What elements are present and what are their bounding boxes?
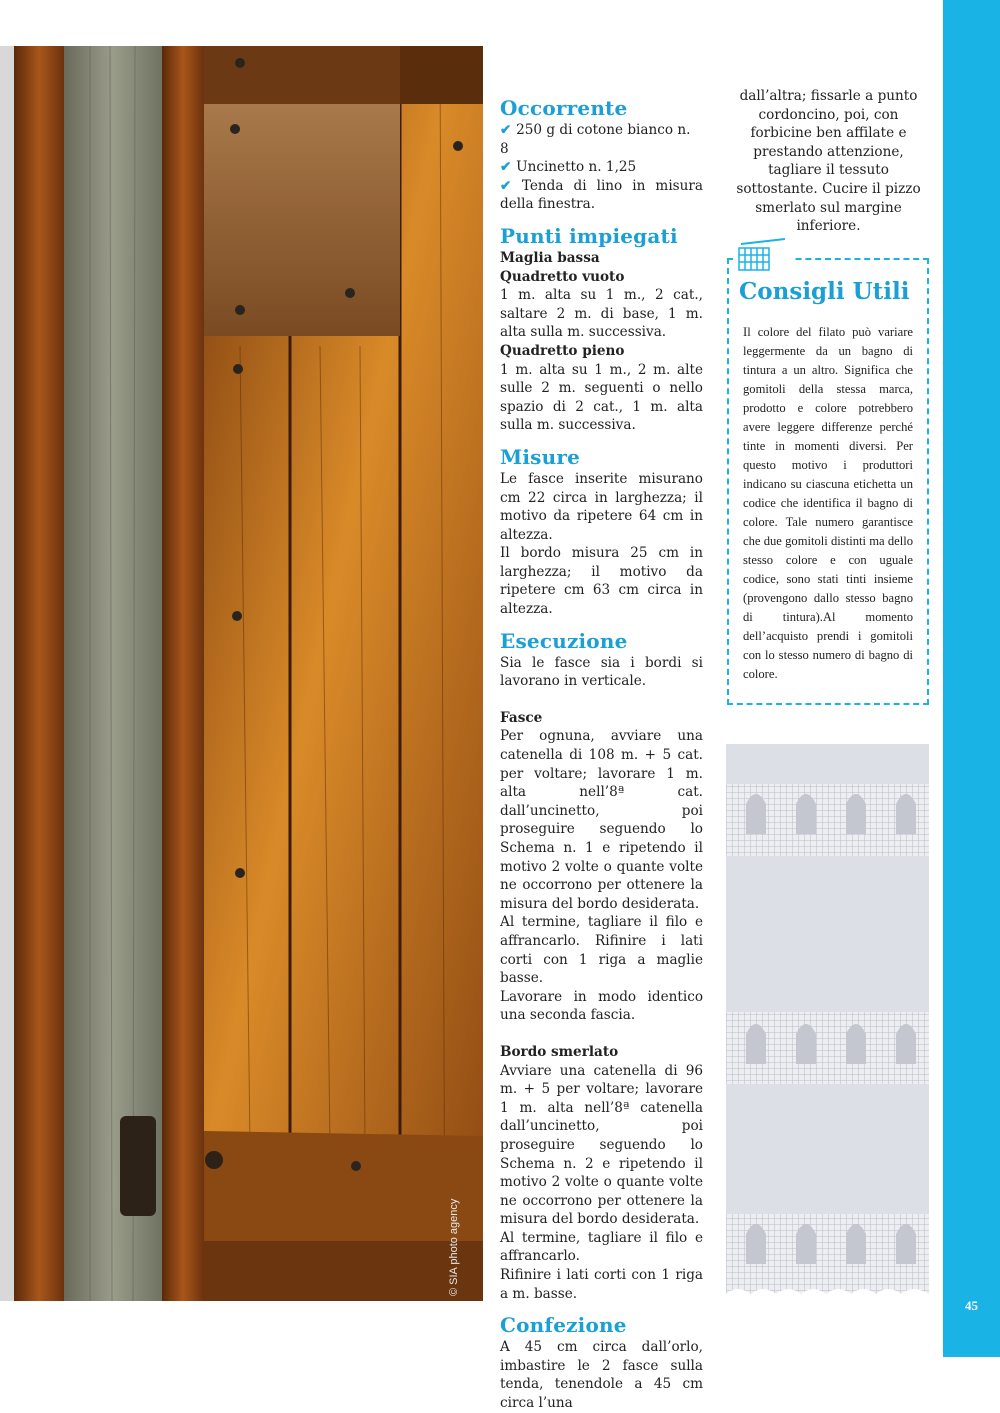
shutter-photo (0, 46, 483, 1301)
materials-item: ✔ Tenda di lino in misura della finestra. (500, 177, 704, 213)
tip-text: Il colore del filato può variare leggermente da un bagno di tintura a un altro. Significa che gomitoli della stessa marca, prodotto e colore potrebbero avere leggere differenze perché tinte in momenti diversi. Per questo motivo i produttori indicano su ciascuna etichetta un codice che identifica il bagno di colore. Tale numero garantisce che due gomitoli distinti ma dello stesso colore e con uguale codice, sono stati tinti insieme (provengono dallo stesso bagno di tintura).Al momento dell’acquisto prendi i gomitoli con lo stesso numero di bagno di colore. (743, 325, 913, 681)
tip-title: Consigli Utili (735, 278, 914, 305)
misure-text: Il bordo misura 25 cm in larghezza; il motivo da ripetere cm 63 cm circa in altezza. (500, 545, 703, 618)
check-icon: ✔ (500, 177, 522, 194)
fasce-text: Per ognuna, avviare una catenella di 108 m. + 5 cat. per voltare; lavorare 1 m. alta nell’8ª cat. dall’uncinetto, poi proseguire seguendo lo Schema n. 1 e ripetendo il motivo 2 volte o quante volte ne occorrono per ottenere la misura del bordo desiderata. (500, 728, 703, 912)
fasce-heading: Fasce (500, 709, 543, 726)
lace-curtain-illustration (726, 744, 929, 1300)
wood-shutter-illustration (0, 46, 483, 1301)
stitch-name: Quadretto vuoto (500, 268, 625, 285)
page-number: 45 (965, 1298, 978, 1313)
materials-item: ✔ 250 g di cotone bianco n. 8 (500, 122, 691, 157)
bordo-text: Al termine, tagliare il filo e affrancarlo. (500, 1229, 703, 1265)
punti-heading: Punti impiegati (500, 223, 678, 248)
check-icon: ✔ (500, 122, 517, 138)
bordo-text: Rifinire i lati corti con 1 riga a m. basse. (500, 1267, 703, 1302)
fasce-text: Lavorare in modo identico una seconda fascia. (500, 988, 703, 1024)
misure-text: Le fasce inserite misurano cm 22 circa in larghezza; il motivo da ripetere 64 cm in altezza. (500, 470, 703, 543)
stitch-name: Quadretto pieno (500, 342, 625, 359)
stitch-name: Maglia bassa (500, 249, 600, 266)
accent-band (943, 0, 1000, 1357)
confezione-heading: Confezione (500, 1313, 627, 1338)
confezione-text: A 45 cm circa dall’orlo, imbastire le 2 fasce sulla tenda, tenendole a 45 cm circa l’una (500, 1339, 703, 1412)
esecuzione-intro: Sia le fasce sia i bordi si lavorano in verticale. (500, 654, 703, 690)
materials-item: ✔ Uncinetto n. 1,25 (500, 159, 637, 176)
bordo-heading: Bordo smerlato (500, 1043, 619, 1060)
esecuzione-heading: Esecuzione (500, 628, 628, 653)
crochet-hook-icon (733, 236, 793, 276)
bordo-text: Avviare una catenella di 96 m. + 5 per voltare; lavorare 1 m. alta nell’8ª catenella dall’uncinetto, poi proseguire seguendo lo Schema n. 2 e ripetendo il motivo 2 volte o quante volte ne occorrono per ottenere la misura del bordo desiderata. (500, 1062, 703, 1228)
misure-heading: Misure (500, 444, 580, 469)
confezione-continued (728, 87, 929, 236)
occorrente-heading: Occorrente (500, 96, 628, 120)
photo-credit: © SIA photo agency (448, 1198, 460, 1296)
stitch-description: 1 m. alta su 1 m., 2 cat., saltare 2 m. di base, 1 m. alta sulla m. successiva. (500, 287, 703, 341)
check-icon: ✔ (500, 159, 517, 176)
stitch-description: 1 m. alta su 1 m., 2 m. alte sulle 2 m. seguenti o nello spazio di 2 cat., 1 m. alta sulla m. successiva. (500, 361, 703, 434)
main-text-column (500, 95, 703, 1413)
confezione-text-cont: dall’altra; fissarle a punto cordoncino, poi, con forbicine ben affilate e prestando attenzione, tagliare il tessuto sottostante. Cucire il pizzo smerlato sul margine inferiore. (736, 88, 921, 235)
fasce-text: Al termine, tagliare il filo e affrancarlo. Rifinire i lati corti con 1 riga a maglie basse. (500, 914, 703, 987)
curtain-photo (726, 744, 929, 1300)
